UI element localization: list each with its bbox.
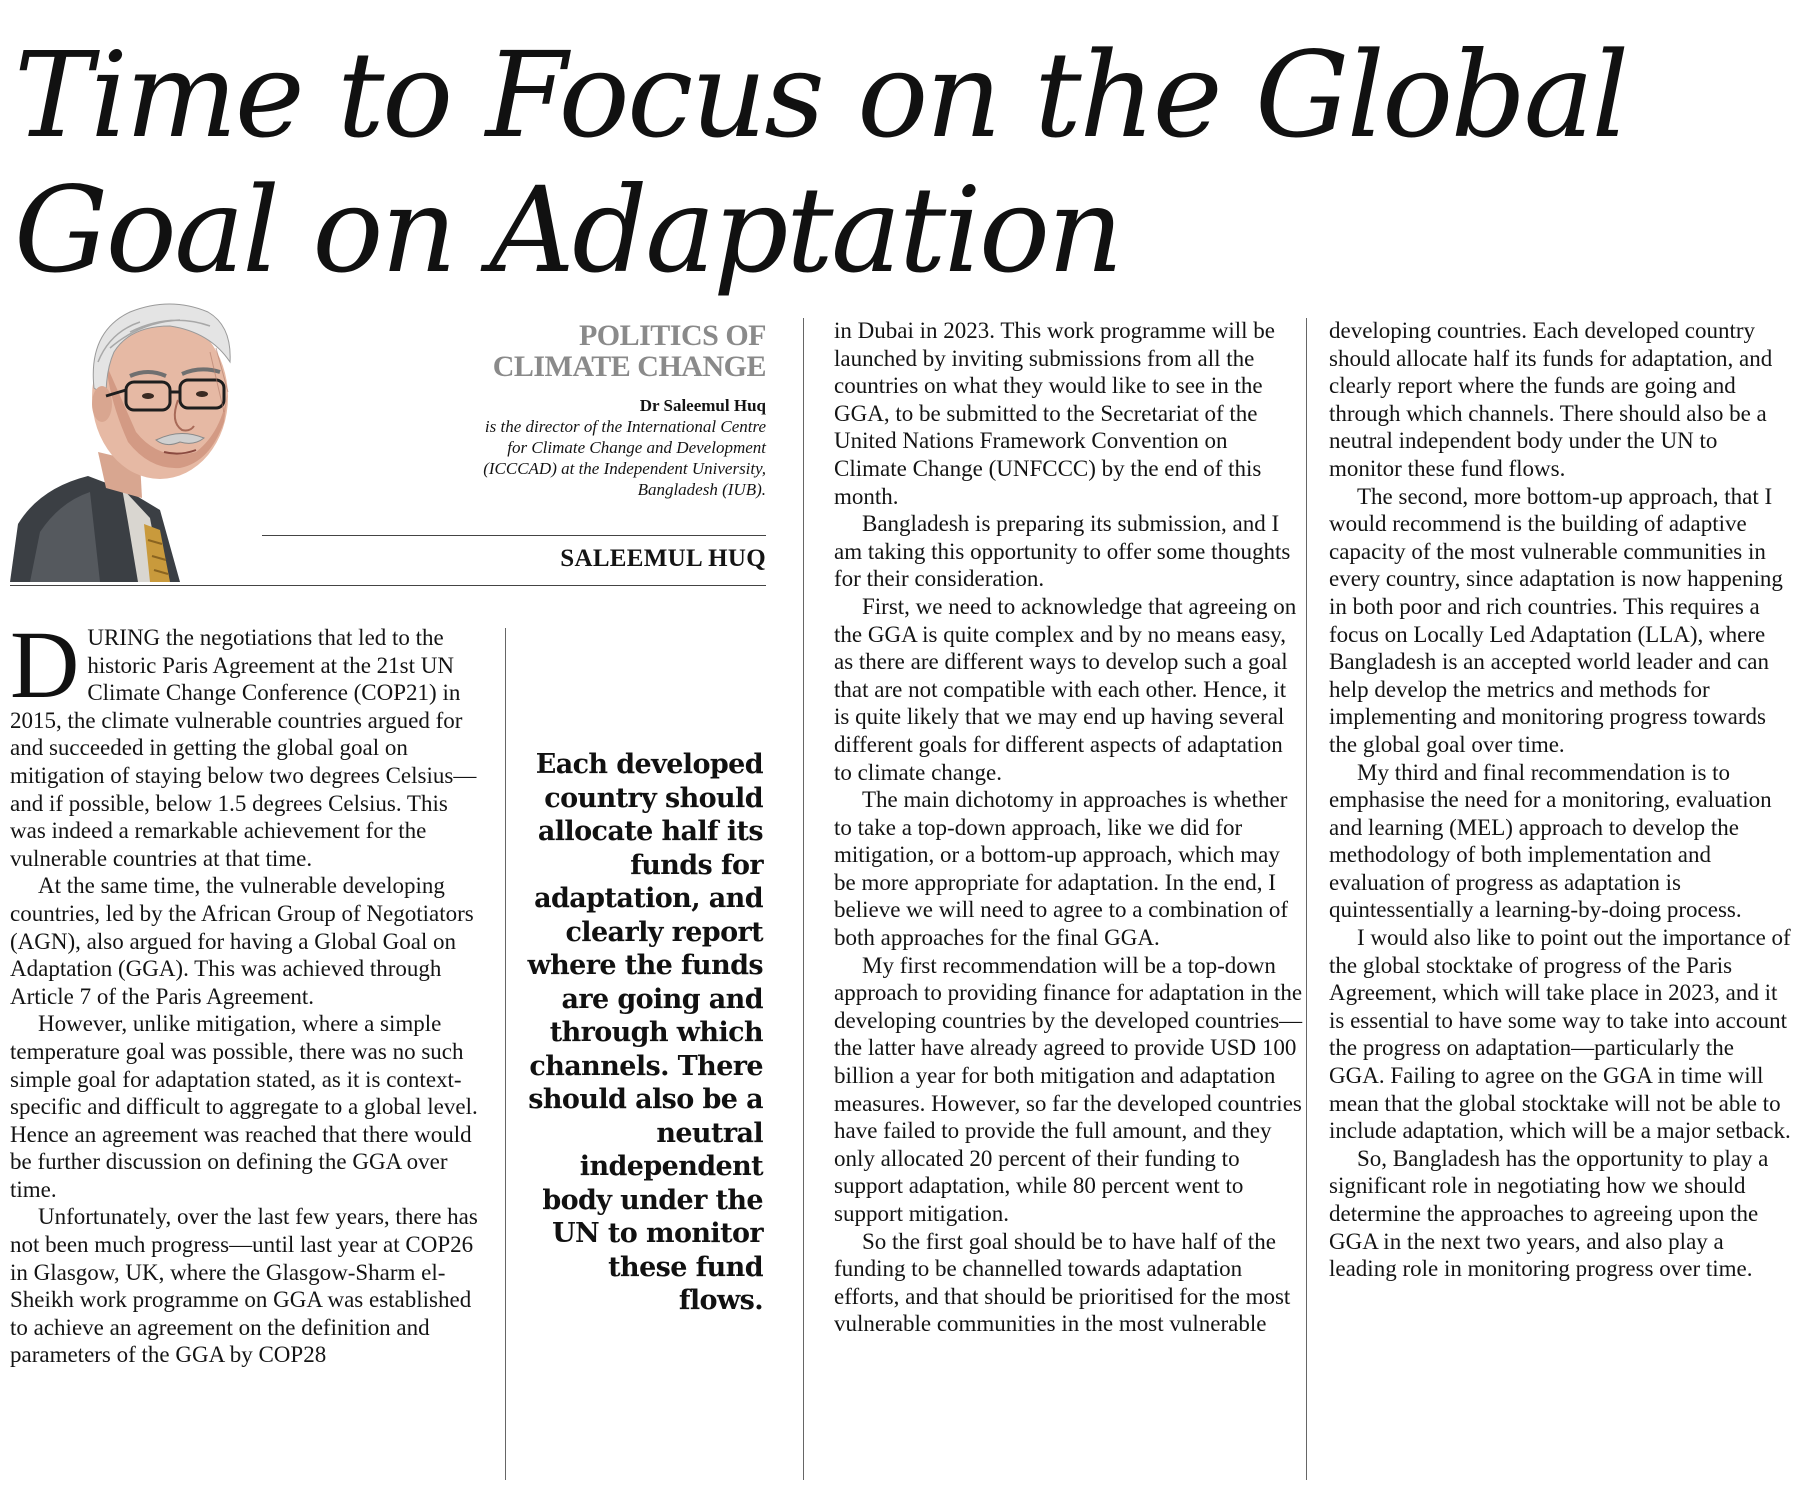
article-paragraph: The main dichotomy in approaches is whether to take a top-down approach, like we did for mitigation, or a bottom-up approach, which may be more appropriate for adaptation. In the end, I believe we will need to agree to a combination of both approaches for the final GGA. [834, 787, 1289, 951]
article-paragraph: Unfortunately, over the last few years, there has not been much progress—until last year at COP26 in Glasgow, UK, where the Glasgow-Sharm el-Sheikh work programme on GGA was established to achieve an agreement on the definition and parameters of the GGA by COP28 [10, 1204, 478, 1368]
article-paragraph: At the same time, the vulnerable developing countries, led by the African Group of Negotiators (AGN), also argued for having a Global Goal on Adaptation (GGA). This was achieved through Article 7 of the Paris Agreement. [10, 873, 474, 1009]
headline [14, 28, 1714, 298]
article-paragraph: in Dubai in 2023. This work programme will be launched by inviting submissions from all the countries on what they would like to see in the GGA, to be submitted to the Secretariat of the United Nations Framework Convention on Climate Change (UNFCCC) by the end of this month. [834, 318, 1275, 509]
drop-cap: D [10, 611, 80, 718]
byline: SALEEMUL HUQ [560, 545, 766, 572]
byline-rule-bottom [10, 585, 766, 586]
article-paragraph: First, we need to acknowledge that agreeing on the GGA is quite complex and by no means easy, as there are different ways to develop such a goal that are not compatible with each other. Hence, it is quite likely that we may end up having several different goals for different aspects of adaptation to climate change. [834, 593, 1297, 785]
author-name: Dr Saleemul Huq [639, 396, 766, 415]
article-paragraph: However, unlike mitigation, where a simple temperature goal was possible, there was no such simple goal for adaptation stated, as it is context-specific and difficult to aggregate to a global level. Hence an agreement was reached that there would be further discussion on defining the GGA over time. [10, 1011, 478, 1202]
author-bio [346, 395, 766, 500]
article-paragraph: So, Bangladesh has the opportunity to play a significant role in negotiating how we should determine the approaches to agreeing upon the GGA in the next two years, and also play a leading role in monitoring progress over time. [1329, 1145, 1769, 1282]
section-label [366, 320, 766, 382]
article-paragraph: developing countries. Each developed country should allocate half its funds for adaptation, and clearly report where the funds are going and through which channels. There should also be a neutral independent body under the UN to monitor these fund flows. [1329, 318, 1773, 481]
pull-quote: Each developed country should allocate half its funds for adaptation, and clearly report where the funds are going and through which channels. There should also be a neutral independent body under the UN to monitor these fund flows. [527, 749, 763, 1316]
author-bio-line-1: is the director of the International Centre [484, 417, 766, 436]
article-paragraph: So the first goal should be to have half of the funding to be channelled towards adaptation efforts, and that should be prioritised for the most vulnerable communities in the most vulnerable [834, 1228, 1291, 1337]
column-divider-2 [803, 318, 804, 1480]
article-paragraph: The second, more bottom-up approach, that I would recommend is the building of adaptive capacity of the most vulnerable communities in every country, since adaptation is now happening in both poor and rich countries. This requires a focus on Locally Led Adaptation (LLA), where Bangladesh is an accepted world leader and can help develop the metrics and methods for implementing and monitoring progress towards the global goal over time. [1329, 483, 1783, 757]
article-paragraph: My third and final recommendation is to emphasise the need for a monitoring, evaluation and learning (MEL) approach to develop the methodology of both implementation and evaluation of progress as adaptation is quintessentially a learning-by-doing process. [1329, 759, 1772, 923]
author-bio-line-3: (ICCCAD) at the Independent University, [483, 459, 766, 478]
article-column-1 [10, 611, 478, 1369]
byline-rule-top [262, 535, 766, 536]
author-portrait-illustration [10, 292, 272, 582]
section-label-line-1: POLITICS OF [578, 319, 766, 352]
section-label-line-2: CLIMATE CHANGE [492, 350, 766, 383]
author-bio-line-4: Bangladesh (IUB). [637, 480, 766, 499]
column-divider-1 [505, 628, 506, 1480]
headline-line-2: Goal on Adaptation [14, 161, 1122, 299]
author-bio-line-2: for Climate Change and Development [507, 438, 766, 457]
article-paragraph: Bangladesh is preparing its submission, and I am taking this opportunity to offer some thoughts for their consideration. [834, 511, 1291, 592]
column-divider-3 [1306, 318, 1307, 1480]
article-paragraph: I would also like to point out the importance of the global stocktake of progress of the Paris Agreement, which will take place in 2023, and it is essential to have some way to take into account the progress on adaptation—particularly the GGA. Failing to agree on the GGA in time will mean that the global stocktake will not be able to include adaptation, which will be a major setback. [1329, 925, 1791, 1144]
article-paragraph [10, 611, 478, 872]
article-lead-text: URING the negotiations that led to the historic Paris Agreement at the 21st UN Climate Change Conference (COP21) in 2015, the climate vulnerable countries argued for and succeeded in getting the global goal on mitigation of staying below two degrees Celsius—and if possible, below 1.5 degrees Celsius. This was indeed a remarkable achievement for the vulnerable countries at that time. [10, 625, 477, 871]
headline-line-1: Time to Focus on the Global [14, 26, 1627, 164]
article-paragraph: My first recommendation will be a top-down approach to providing finance for adaptation in the developing countries by the developed countries—the latter have already agreed to provide USD 100 billion a year for both mitigation and adaptation measures. However, so far the developed countries have failed to provide the full amount, and they only allocated 20 percent of their funding to support adaptation, while 80 percent went to support mitigation. [834, 952, 1303, 1226]
article-column-2 [834, 317, 1304, 1338]
article-column-3 [1329, 317, 1795, 1283]
